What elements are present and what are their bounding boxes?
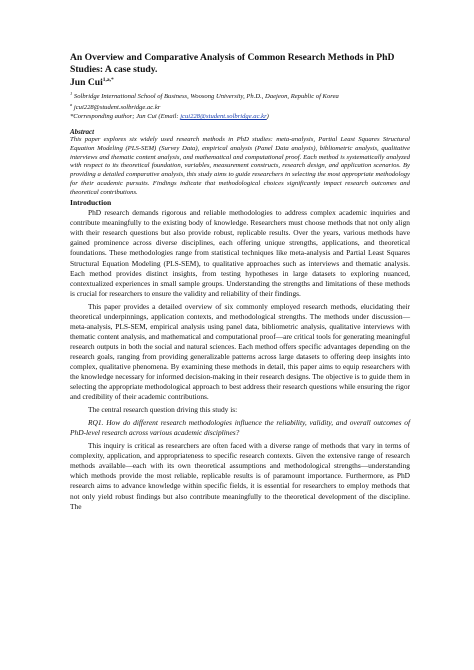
affiliation-2: $^a$ jcui228@student.solbridge.ac.kr [70,102,161,112]
paper-title: An Overview and Comparative Analysis of Common Research Methods in PhD Studies: A case study. [70,52,395,75]
abstract-heading: Abstract [70,127,95,136]
author-line [70,75,410,89]
abstract-text: This paper explores six widely used research methods in PhD studies: meta-analysis, Partial Least Squares Structural Equation Modeling (PLS-SEM) (Survey Data), empirical analysis (Panel Data analysis), bibliometric analysis, qualitative interviews and thematic content analysis, and mathematical and computational proof. Each method is systematically analyzed with respect to its theoretical foundation, variables, measurement constructs, research design, and application scenarios. By providing a detailed comparative analysis, this study aims to guide researchers in selecting the most appropriate methodology for their academic pursuits. Findings indicate that methodological choices significantly impact research outcomes and theoretical contributions. [70,136,410,196]
author-sup: 1,a,* [102,77,114,83]
corresponding-author: *Corresponding author; Jun Cui (Email: jcui228@student.solbridge.ac.kr) [70,113,269,121]
body-paragraph: The central research question driving this study is: [88,405,238,415]
email-link[interactable]: jcui228@student.solbridge.ac.kr [180,113,267,121]
body-paragraph: PhD research demands rigorous and reliable methodologies to address complex academic inquiries and contribute meaningfully to the existing body of knowledge. Researchers must choose methods that not only align with their research questions but also provide robust, replicable results. Over the years, various methods have gained prominence across diverse disciplines, each offering unique strengths, applications, and theoretical foundations. These methodologies range from statistical techniques like meta-analysis and Partial Least Squares Structural Equation Modeling (PLS-SEM), to qualitative approaches such as interviews and thematic analysis. Each method provides distinct insights, from testing hypotheses in large datasets to exploring nuanced, contextualized experiences in small sample groups. Understanding the strengths and limitations of these methods is crucial for researchers to ensure the validity and reliability of their findings. [70,208,410,298]
affiliation-1: $^1$ Solbridge International School of Business, Woosong University, Ph.D., Daejeon, Republic of Korea [70,90,339,100]
research-question: RQ1. How do different research methodologies influence the reliability, validity, and overall outcomes of PhD-level research across various academic disciplines? [70,418,410,438]
introduction-heading: Introduction [70,198,112,208]
body-paragraph: This paper provides a detailed overview of six commonly employed research methods, elucidating their theoretical underpinnings, application contexts, and methodological strengths. The methods under discussion—meta-analysis, PLS-SEM, empirical analysis using panel data, bibliometric analysis, qualitative interviews with thematic content analysis, and mathematical and computational proof—are critical tools for generating meaningful research outputs in both the social and natural sciences. Each method offers specific advantages depending on the research goals, ranging from providing generalizable patterns across large datasets to offering deep insights into complex, qualitative phenomena. By examining these methods in detail, this paper aims to equip researchers with the knowledge necessary for informed decision-making in their research designs. The objective is to guide them in selecting the appropriate methodological approach to best address their research questions while ensuring the rigor and credibility of their academic contributions. [70,301,410,402]
paper-page [70,52,410,512]
body-paragraph: This inquiry is critical as researchers are often faced with a diverse range of methods that vary in terms of complexity, application, and appropriateness to specific research contexts. Given the extensive range of research methods available—each with its own theoretical assumptions and methodological strengths—understanding which methods provide the most reliable, replicable results is of paramount importance. Furthermore, as PhD research aims to advance knowledge within specific fields, it is essential for researchers to employ methods that not only yield robust findings but also contribute meaningfully to the theoretical development of the discipline. The [70,441,410,511]
author-name: Jun Cui [70,77,103,89]
